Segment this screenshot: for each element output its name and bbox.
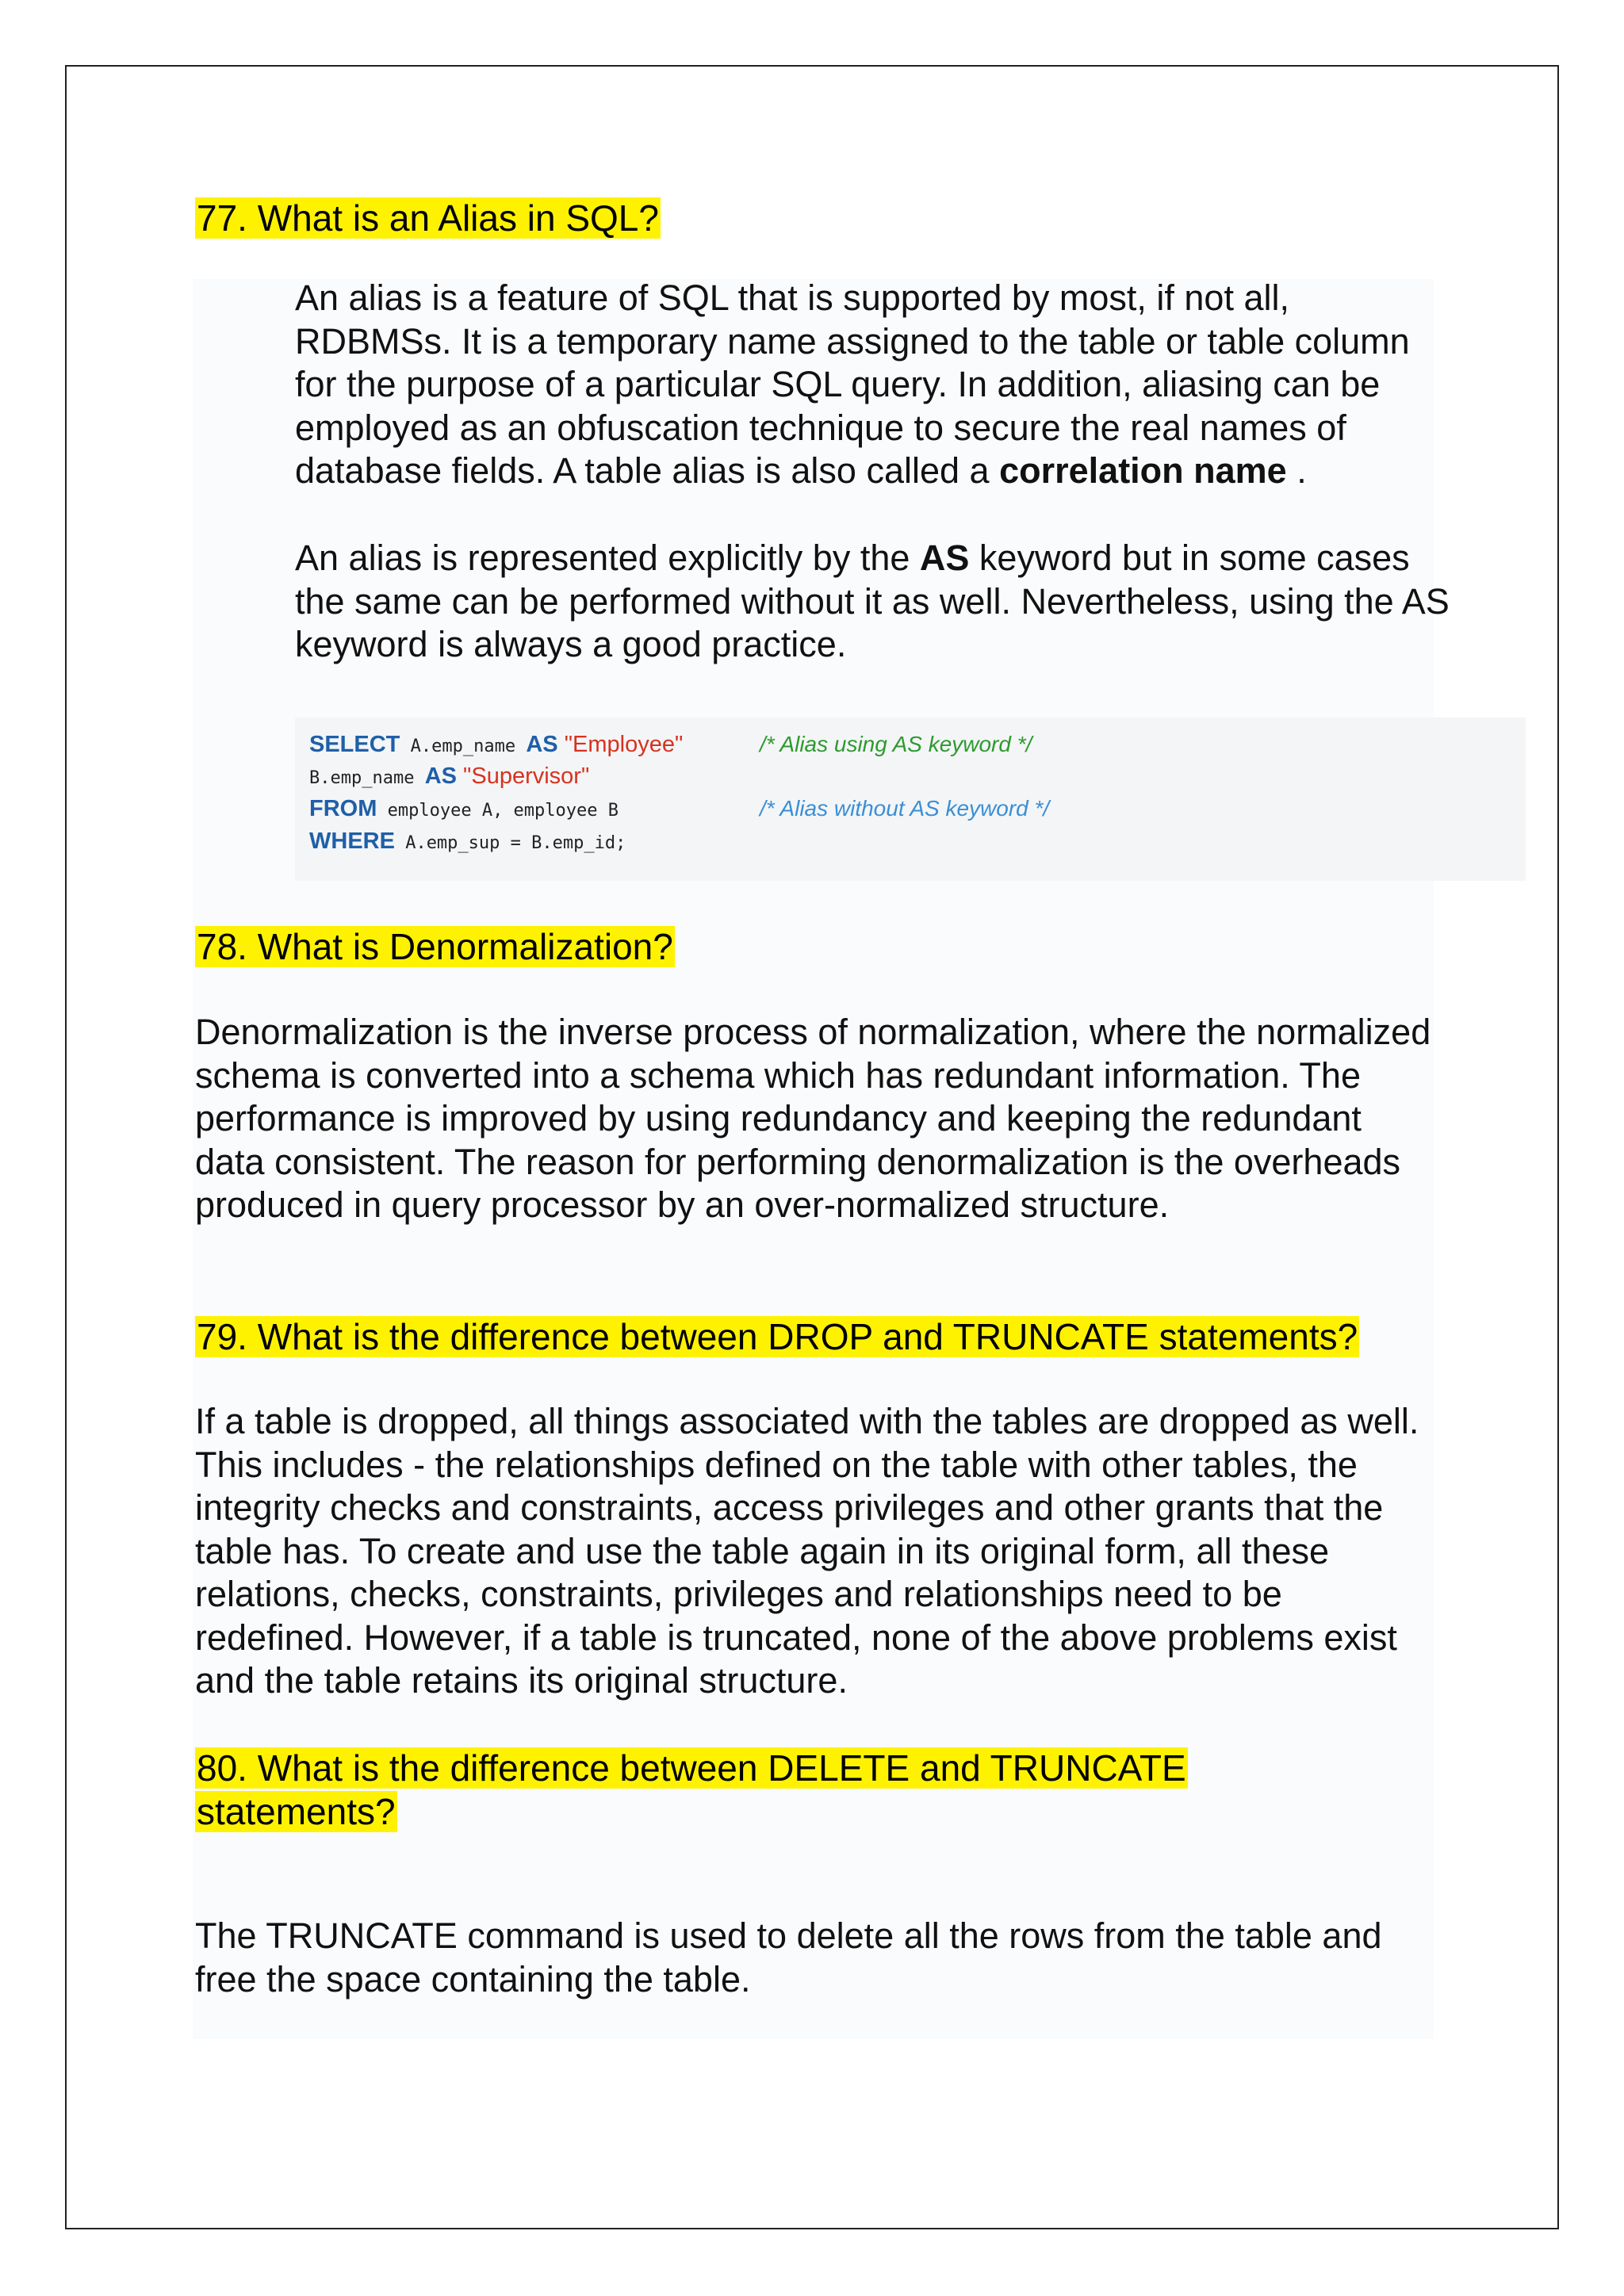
alias-definition-end: .: [1286, 450, 1307, 491]
delete-vs-truncate-paragraph: The TRUNCATE command is used to delete all the rows from the table and free the space containing the table.: [195, 1915, 1382, 1999]
code-keyword-from: FROM: [309, 796, 377, 821]
question-80-title: 80. What is the difference between DELETE and TRUNCATE statements?: [197, 1747, 1186, 1832]
as-keyword-term: AS: [919, 538, 970, 578]
code-keyword-select: SELECT: [309, 732, 400, 757]
question-77-title: 77. What is an Alias in SQL?: [197, 197, 659, 239]
code-line-3: [309, 796, 1050, 828]
alias-definition-paragraph: [295, 277, 1453, 493]
question-78-heading: [195, 925, 675, 969]
code-text: A.emp_sup = B.emp_id;: [394, 833, 626, 853]
code-comment-using-as: /* Alias using AS keyword */: [760, 732, 1032, 756]
code-line-4: [309, 828, 626, 860]
question-79-title: 79. What is the difference between DROP and TRUNCATE statements?: [197, 1316, 1358, 1357]
drop-vs-truncate-paragraph: If a table is dropped, all things associated with the tables are dropped as well. This includes - the relationships defined on the table with other tables, the integrity checks and constraints, access privileges and other grants that the table has. To create and use the table again in its original form, all these relations, checks, constraints, privileges and relationships need to be redefined. However, if a table is truncated, none of the above problems exist and the table retains its original structure.: [195, 1401, 1419, 1701]
code-string-employee: "Employee": [557, 732, 684, 757]
code-line-1: [309, 732, 1032, 763]
question-80-heading: [195, 1747, 1305, 1834]
alias-definition-text: An alias is a feature of SQL that is supported by most, if not all, RDBMSs. It is a temporary name assigned to the table or table column for the purpose of a particular SQL query. In addition, aliasing can be employed as an obfuscation technique to secure the real names of database fields. A table alias is also called a: [295, 277, 1410, 491]
alias-as-keyword-paragraph: [295, 537, 1453, 667]
alias-as-text-start: An alias is represented explicitly by the: [295, 538, 920, 578]
code-text: employee A, employee B: [377, 801, 619, 821]
code-text: B.emp_name: [309, 768, 425, 788]
question-77-heading: [195, 197, 661, 240]
code-keyword-where: WHERE: [309, 828, 395, 854]
code-keyword-as: AS: [424, 763, 457, 789]
question-79-heading: [195, 1315, 1359, 1359]
code-text: A.emp_name: [400, 737, 527, 756]
code-keyword-as: AS: [526, 732, 558, 757]
sql-code-example: [295, 718, 1526, 881]
code-string-supervisor: "Supervisor": [457, 763, 590, 789]
alias-as-text-end: keyword but in some cases the same can be performed without it as well. Nevertheless, using the AS keyword is always a good practice.: [295, 538, 1450, 664]
code-comment-without-as: /* Alias without AS keyword */: [760, 796, 1050, 821]
question-78-title: 78. What is Denormalization?: [197, 926, 673, 967]
correlation-name-term: correlation name: [999, 450, 1287, 491]
code-line-2: [309, 763, 589, 795]
denormalization-paragraph: Denormalization is the inverse process of normalization, where the normalized schema is converted into a schema which has redundant information. The performance is improved by using redundancy and keeping the redundant data consistent. The reason for performing denormalization is the overheads produced in query processor by an over-normalized structure.: [195, 1012, 1431, 1225]
